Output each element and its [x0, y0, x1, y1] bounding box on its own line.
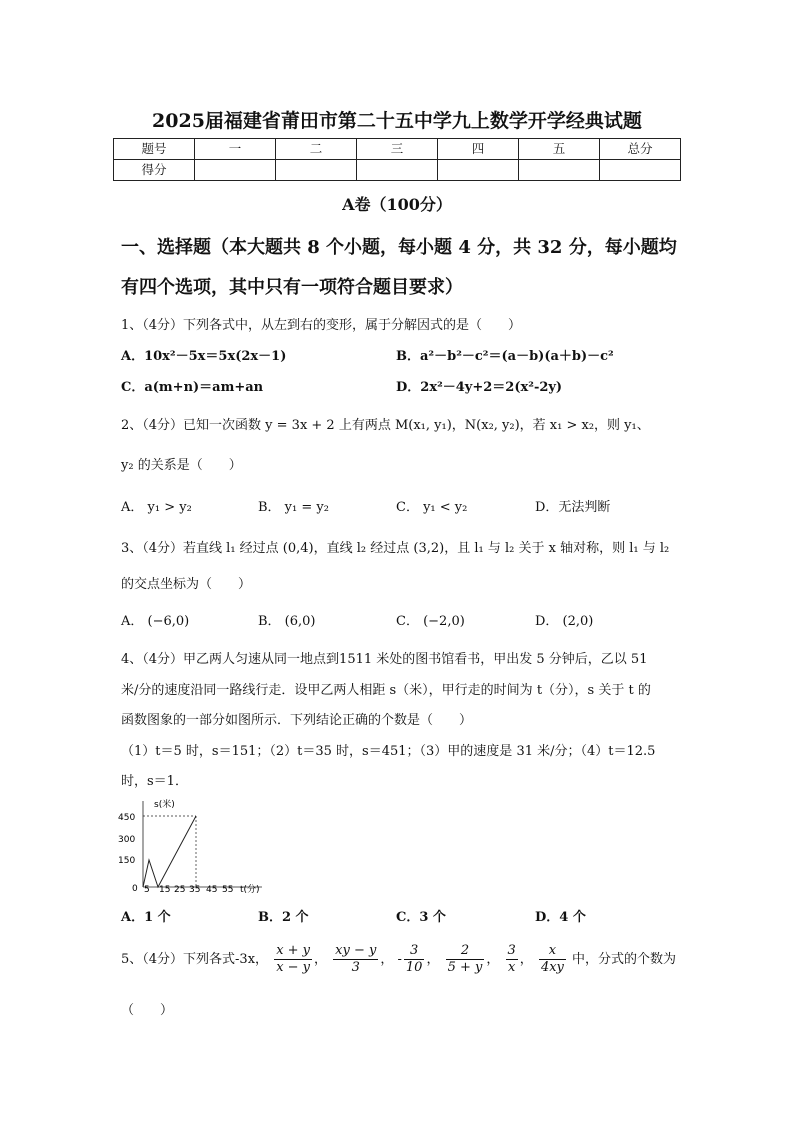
fraction-numerator: 3: [404, 943, 425, 960]
q4-option-a: A．1 个: [121, 910, 171, 925]
fraction-denominator: 4xy: [540, 960, 564, 975]
q5-suffix: 中，分式的个数为: [572, 952, 677, 967]
q4-stem-line1: 4、（4分）甲乙两人匀速从同一地点到1511 米处的图书馆看书，甲出发 5 分钟后，乙以 51: [121, 652, 648, 667]
graph-y-label: s(米): [154, 800, 175, 810]
fraction-numerator: 3: [507, 943, 516, 958]
score-table-score-row: [114, 160, 681, 181]
q4-stem-line2: 米/分的速度沿同一路线行走．设甲乙两人相距 s（米），甲行走的时间为 t（分），s 关于 t 的: [121, 683, 651, 698]
q4-option-c: C．3 个: [396, 910, 446, 925]
graph-x-label: t(分): [240, 885, 260, 895]
q2-option-d: D．无法判断: [535, 500, 611, 515]
q5-fraction: [333, 943, 378, 976]
q3-stem-line2: 的交点坐标为（ ）: [121, 577, 252, 592]
score-header-cell: 一: [195, 139, 276, 160]
graph-x-tick: 15: [159, 885, 171, 895]
q2-stem-line1: 2、（4分）已知一次函数 y = 3x + 2 上有两点 M(x₁, y₁)，N(x₂, y₂)，若 x₁ > x₂，则 y₁、: [121, 418, 650, 433]
score-header-cell: 四: [438, 139, 519, 160]
fraction-denominator: 3: [351, 960, 360, 975]
graph-x-tick: 5: [144, 885, 150, 895]
fraction-denominator: x: [507, 960, 516, 975]
graph-x-tick: 45: [206, 885, 218, 895]
q4-stem-line3: 函数图象的一部分如图所示．下列结论正确的个数是（ ）: [121, 713, 473, 728]
q5-prefix: 5、（4分）下列各式-3x，: [121, 952, 269, 967]
graph-y-tick: 300: [118, 835, 136, 845]
q4-distance-time-graph: [116, 795, 276, 897]
fraction-sign: -: [397, 952, 402, 967]
graph-y-tick: 0: [132, 884, 138, 894]
score-cell: [276, 160, 357, 181]
q3-option-d: D． (2,0): [535, 614, 594, 629]
q2-option-a: A． y₁ > y₂: [121, 500, 192, 515]
fraction-numerator: x + y: [276, 943, 311, 958]
q3-option-a: A． (−6,0): [121, 614, 190, 629]
score-header-cell: 三: [357, 139, 438, 160]
score-cell: [438, 160, 519, 181]
q1-option-c: C．a(m+n)＝am+an: [121, 380, 264, 395]
score-header-cell: 题号: [114, 139, 195, 160]
graph-distance-line: [143, 816, 196, 887]
fraction-denominator: x − y: [276, 960, 311, 975]
score-cell: [195, 160, 276, 181]
fraction-numerator: 2: [446, 943, 485, 960]
q2-stem-line2: y₂ 的关系是（ ）: [121, 458, 242, 473]
q3-stem-line1: 3、（4分）若直线 l₁ 经过点 (0,4)，直线 l₂ 经过点 (3,2)，且 l₁ 与 l₂ 关于 x 轴对称，则 l₁ 与 l₂: [121, 541, 670, 556]
q5-fraction: [446, 943, 485, 976]
score-header-cell: 总分: [600, 139, 681, 160]
q5-answer-paren: （ ）: [121, 1003, 174, 1018]
q1-option-a: A．10x²－5x＝5x(2x－1): [121, 349, 287, 364]
q2-option-c: C． y₁ < y₂: [396, 500, 468, 515]
score-row-label: 得分: [114, 160, 195, 181]
q5-fraction: [404, 943, 425, 976]
q5-stem: 5、（4分）下列各式-3x， $\frac{x + y}{x - y}$ ， $\frac{xy - y}{3}$ ， - $\frac{3}{10}$ ， $\frac{2}{5 + y}$ ， $\frac{3}{x}$ ， $\frac{x}{4xy}$ 中，分式的个数为: [121, 943, 677, 975]
q1-option-b: B．a²－b²－c²＝(a－b)(a＋b)－c²: [396, 349, 614, 364]
fraction-numerator: xy − y: [335, 943, 377, 958]
q4-option-b: B．2 个: [258, 910, 309, 925]
score-table: [113, 138, 681, 181]
q5-fraction: [274, 943, 312, 976]
score-cell: [519, 160, 600, 181]
q4-condition-line2: 时，s＝1．: [121, 774, 188, 789]
graph-x-tick: 35: [189, 885, 201, 895]
score-cell: [600, 160, 681, 181]
part1-heading-line1: 一、选择题（本大题共 8 个小题，每小题 4 分，共 32 分，每小题均: [121, 237, 677, 258]
graph-x-tick: 55: [222, 885, 234, 895]
score-header-cell: 二: [276, 139, 357, 160]
score-cell: [357, 160, 438, 181]
fraction-numerator: x: [539, 943, 566, 960]
part1-heading-line2: 有四个选项，其中只有一项符合题目要求）: [121, 277, 463, 298]
graph-y-tick: 150: [118, 856, 136, 866]
q3-option-b: B． (6,0): [258, 614, 316, 629]
score-header-cell: 五: [519, 139, 600, 160]
q4-option-d: D．4 个: [535, 910, 586, 925]
graph-y-tick: 450: [118, 813, 136, 823]
q5-fraction: [539, 943, 566, 976]
section-a-heading: A卷（100分）: [342, 195, 452, 214]
q1-option-d: D．2x²－4y+2＝2(x²-2y): [396, 380, 563, 395]
document-title: 2025届福建省莆田市第二十五中学九上数学开学经典试题: [152, 110, 642, 132]
q5-fraction: [506, 943, 518, 976]
score-table-header-row: [114, 139, 681, 160]
fraction-denominator: 5 + y: [447, 960, 483, 975]
q4-condition-line1: （1）t＝5 时，s＝151；（2）t＝35 时，s＝451；（3）甲的速度是 31 米/分；（4）t＝12.5: [121, 744, 656, 759]
q2-option-b: B． y₁ = y₂: [258, 500, 329, 515]
q1-stem: 1、（4分）下列各式中，从左到右的变形，属于分解因式的是（ ）: [121, 318, 522, 333]
graph-x-tick: 25: [174, 885, 186, 895]
fraction-denominator: 10: [405, 960, 423, 975]
q3-option-c: C． (−2,0): [396, 614, 465, 629]
